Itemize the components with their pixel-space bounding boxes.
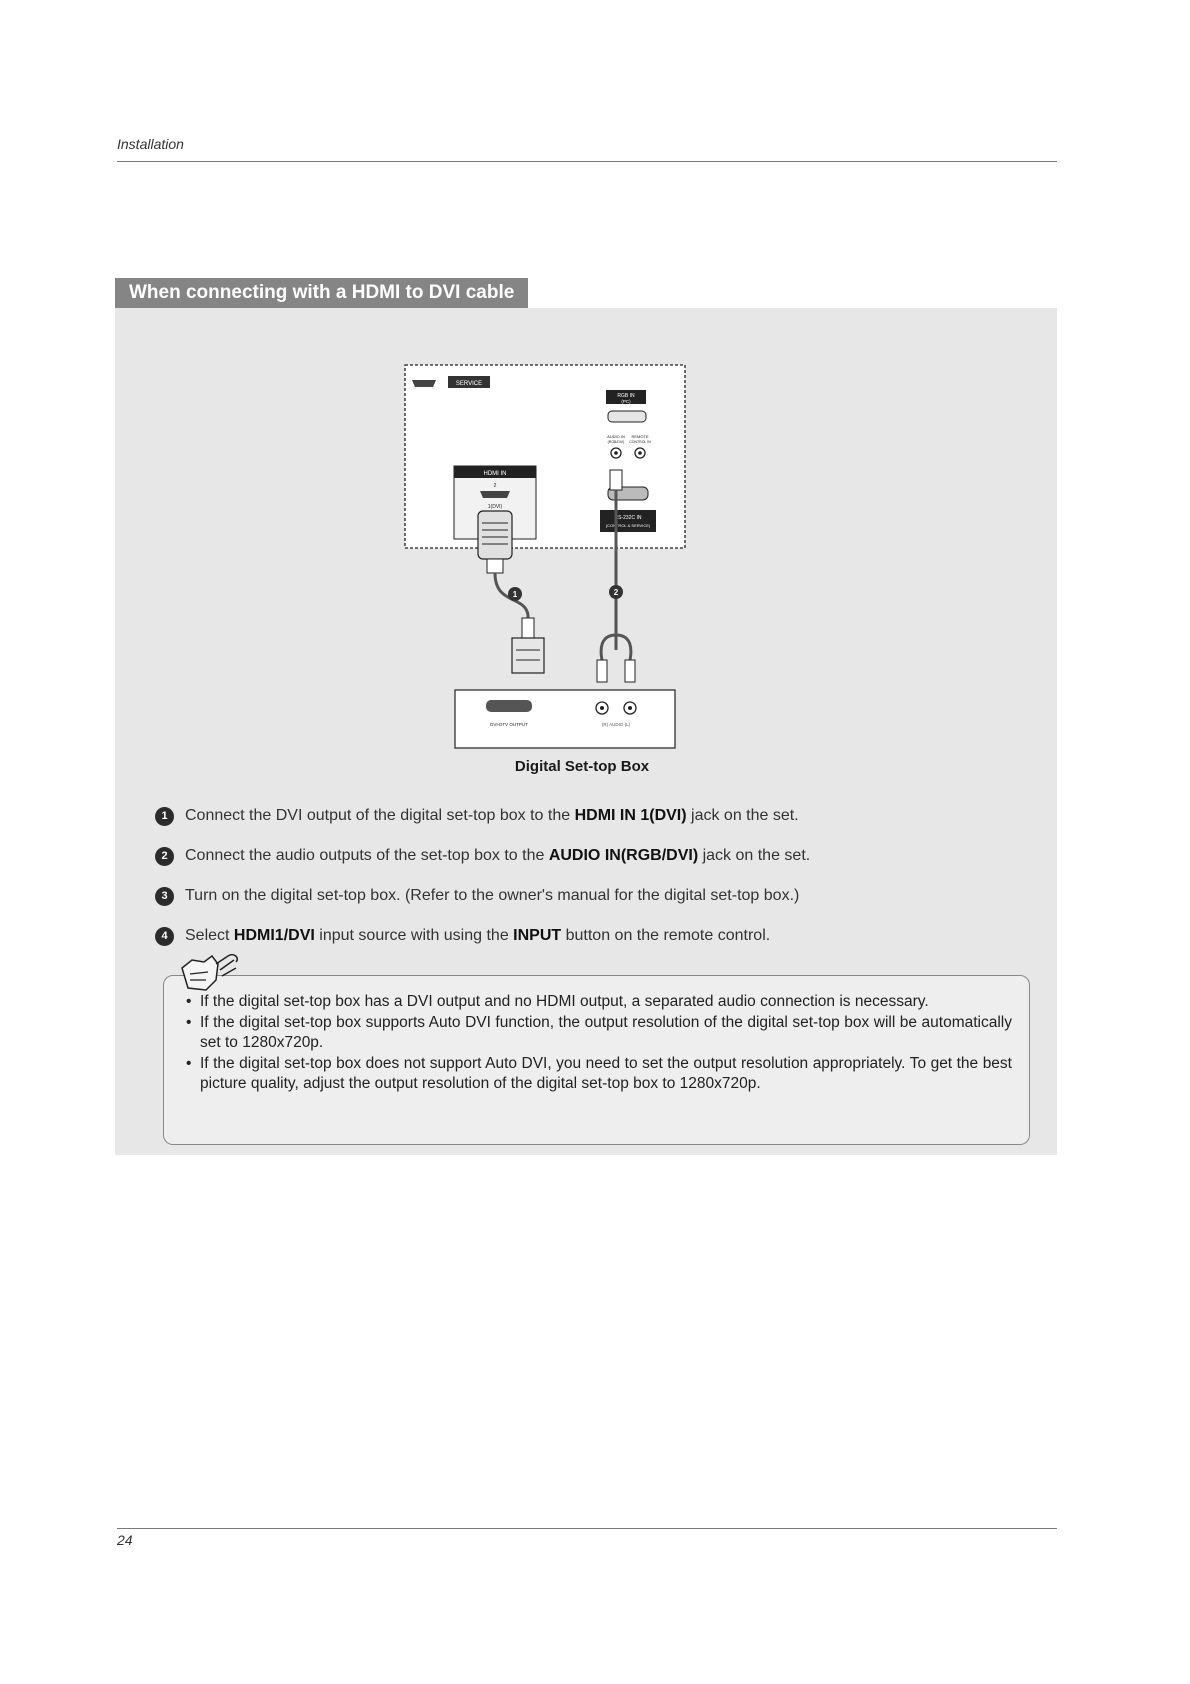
rs232-sub-label: (CONTROL & SERVICE) bbox=[605, 523, 651, 528]
remote-sub-label: CONTROL IN bbox=[629, 440, 651, 444]
hdmi-plug bbox=[478, 511, 512, 559]
rs232-label: RS-232C IN bbox=[614, 515, 642, 521]
hdmi-port-number: 2 bbox=[493, 483, 497, 489]
step-item bbox=[155, 796, 1035, 836]
diagram-caption: Digital Set-top Box bbox=[514, 758, 650, 775]
rgb-in-label: RGB IN bbox=[617, 393, 635, 399]
step-text: Select HDMI1/DVI input source with using the INPUT button on the remote control. bbox=[185, 927, 771, 944]
header-rule bbox=[117, 161, 1057, 162]
note-item: • If the digital set-top box supports Auto DVI function, the output resolution of the digital set-top box will be automatically set to 1280x720p. bbox=[186, 1013, 1012, 1053]
note-item: • If the digital set-top box has a DVI output and no HDMI output, a separated audio connection is necessary. bbox=[186, 992, 1012, 1012]
dvi-output-label: DVI-DTV OUTPUT bbox=[490, 722, 528, 727]
service-label: SERVICE bbox=[455, 381, 483, 387]
note-item: • If the digital set-top box does not support Auto DVI, you need to set the output resolution appropriately. To get the best picture quality, adjust the output resolution of the digital set-top box to 1280x720p. bbox=[186, 1054, 1012, 1094]
step-item bbox=[155, 876, 1035, 916]
step-text: Connect the DVI output of the digital set-top box to the HDMI IN 1(DVI) jack on the set. bbox=[185, 807, 799, 824]
rs232-label-box bbox=[600, 510, 656, 532]
step-item bbox=[155, 836, 1035, 876]
footer-rule bbox=[117, 1528, 1057, 1529]
running-header: Installation bbox=[117, 136, 184, 152]
rgb-pc-label: (PC) bbox=[621, 399, 631, 404]
notes-list bbox=[186, 992, 1012, 1095]
section-title: When connecting with a HDMI to DVI cable bbox=[115, 278, 528, 308]
step-number-badge: 4 bbox=[155, 927, 174, 946]
set-top-box bbox=[455, 690, 675, 748]
audio-in-sub-label: (RGB/DVI) bbox=[607, 440, 625, 444]
step-number-badge: 3 bbox=[155, 887, 174, 906]
rgb-in-port bbox=[608, 411, 646, 422]
dvi-output-port bbox=[486, 700, 532, 712]
connection-diagram bbox=[400, 360, 700, 765]
step-number-badge: 1 bbox=[155, 807, 174, 826]
hdmi-2-port bbox=[480, 491, 510, 498]
hdmi-in-label: HDMI IN bbox=[483, 471, 507, 477]
page-number: 24 bbox=[117, 1532, 133, 1548]
step-text: Turn on the digital set-top box. (Refer to the owner's manual for the digital set-top box.) bbox=[185, 887, 800, 904]
audio-in-label: AUDIO IN bbox=[607, 434, 625, 439]
dvi-label: 1(DVI) bbox=[487, 504, 503, 510]
step-number-badge: 2 bbox=[155, 847, 174, 866]
svg-text:2: 2 bbox=[613, 588, 619, 597]
audio-output-label: (R) AUDIO (L) bbox=[601, 722, 631, 727]
steps-list bbox=[155, 796, 1035, 956]
step-item bbox=[155, 916, 1035, 956]
svg-text:1: 1 bbox=[512, 590, 518, 599]
note-hand-icon bbox=[178, 950, 252, 998]
step-text: Connect the audio outputs of the set-top box to the AUDIO IN(RGB/DVI) jack on the set. bbox=[185, 847, 811, 864]
dvi-plug bbox=[512, 638, 544, 673]
remote-label: REMOTE bbox=[631, 434, 649, 439]
service-port bbox=[412, 380, 436, 387]
